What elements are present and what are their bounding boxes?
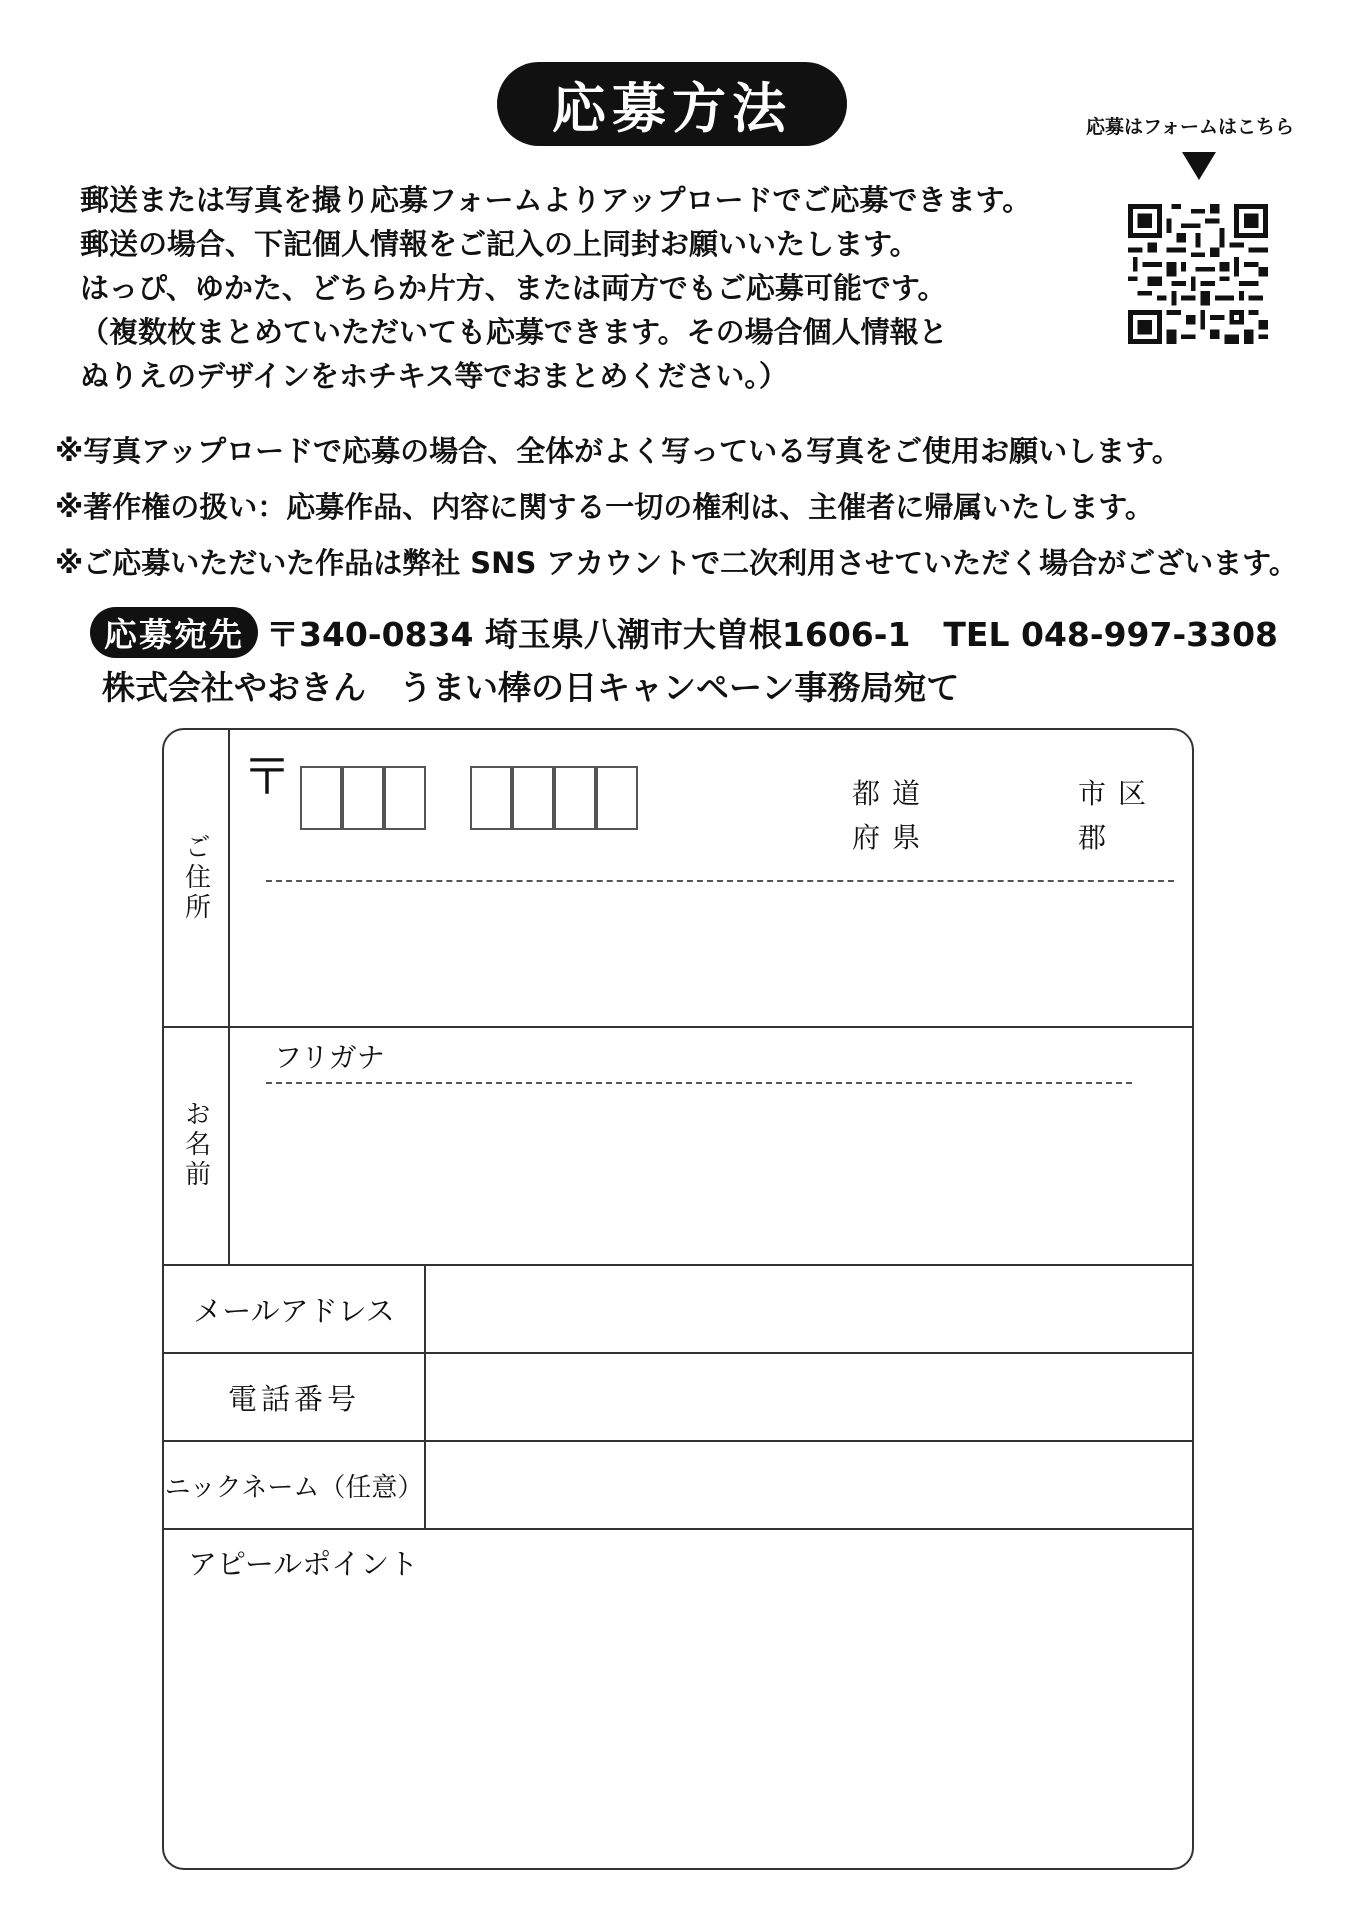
zip-digit-box[interactable] — [384, 766, 426, 830]
email-label: メールアドレス — [193, 1293, 395, 1328]
prefecture-label-top: 都道 — [852, 777, 933, 810]
intro-text — [80, 178, 1031, 398]
zip-digit-box[interactable] — [512, 766, 554, 830]
qr-caption: 応募はフォームはこちら — [1085, 116, 1295, 138]
email-field[interactable] — [426, 1266, 1192, 1352]
furigana-dashed-line — [266, 1082, 1132, 1084]
zip-digit-box[interactable] — [554, 766, 596, 830]
notes — [55, 423, 1298, 591]
qr-code[interactable] — [1128, 204, 1268, 344]
phone-field[interactable] — [426, 1354, 1192, 1440]
zip-digit-box[interactable] — [342, 766, 384, 830]
intro-line: 郵送または写真を撮り応募フォームよりアップロードでご応募できます。 — [80, 183, 1032, 217]
intro-line: はっぴ、ゆかた、どちらか片方、または両方でもご応募可能です。 — [80, 271, 947, 305]
address-dashed-line — [266, 880, 1174, 882]
intro-line: （複数枚まとめていただいても応募できます。その場合個人情報と — [80, 315, 948, 349]
note-line: ※写真アップロードで応募の場合、全体がよく写っている写真をご使用お願いします。 — [55, 434, 1181, 468]
phone-label: 電話番号 — [227, 1381, 360, 1416]
address-label: ご住所 — [180, 833, 211, 923]
entry-form — [162, 728, 1194, 1870]
note-line: ※著作権の扱い：応募作品、内容に関する一切の権利は、主催者に帰属いたします。 — [55, 490, 1154, 524]
furigana-label: フリガナ — [274, 1041, 385, 1074]
prefecture-label-bottom: 府県 — [852, 821, 933, 854]
destination-address — [90, 607, 1278, 657]
triangle-down-icon — [1182, 152, 1216, 180]
postal-mark: 〒 — [242, 748, 292, 806]
nickname-label: ニックネーム（任意） — [164, 1472, 424, 1503]
name-input-area[interactable] — [230, 1086, 1192, 1262]
city-label-bottom: 郡 — [1078, 821, 1119, 854]
name-label: お名前 — [180, 1100, 211, 1190]
appeal-point-area[interactable] — [164, 1590, 1192, 1868]
divider — [164, 1528, 1192, 1530]
intro-line: 郵送の場合、下記個人情報をご記入の上同封お願いいたします。 — [80, 227, 919, 261]
destination-line2: 株式会社やおきん うまい棒の日キャンペーン事務局宛て — [102, 668, 960, 707]
note-line: ※ご応募いただいた作品は弊社 SNS アカウントで二次利用させていただく場合がございます。 — [55, 546, 1298, 580]
page-title: 応募方法 — [497, 62, 847, 146]
intro-line: ぬりえのデザインをホチキス等でおまとめください。） — [80, 359, 788, 393]
divider — [164, 1026, 1192, 1028]
address-input-area[interactable] — [230, 884, 1192, 1024]
destination-badge: 応募宛先 — [90, 607, 258, 658]
zip-digit-box[interactable] — [470, 766, 512, 830]
destination-line1: 〒340-0834 埼玉県八潮市大曽根1606-1 TEL 048-997-3308 — [266, 614, 1278, 654]
nickname-field[interactable] — [426, 1442, 1192, 1528]
appeal-point-label: アピールポイント — [188, 1547, 419, 1581]
zip-digit-box[interactable] — [300, 766, 342, 830]
zip-digit-box[interactable] — [596, 766, 638, 830]
city-label-top: 市区 — [1078, 777, 1159, 810]
